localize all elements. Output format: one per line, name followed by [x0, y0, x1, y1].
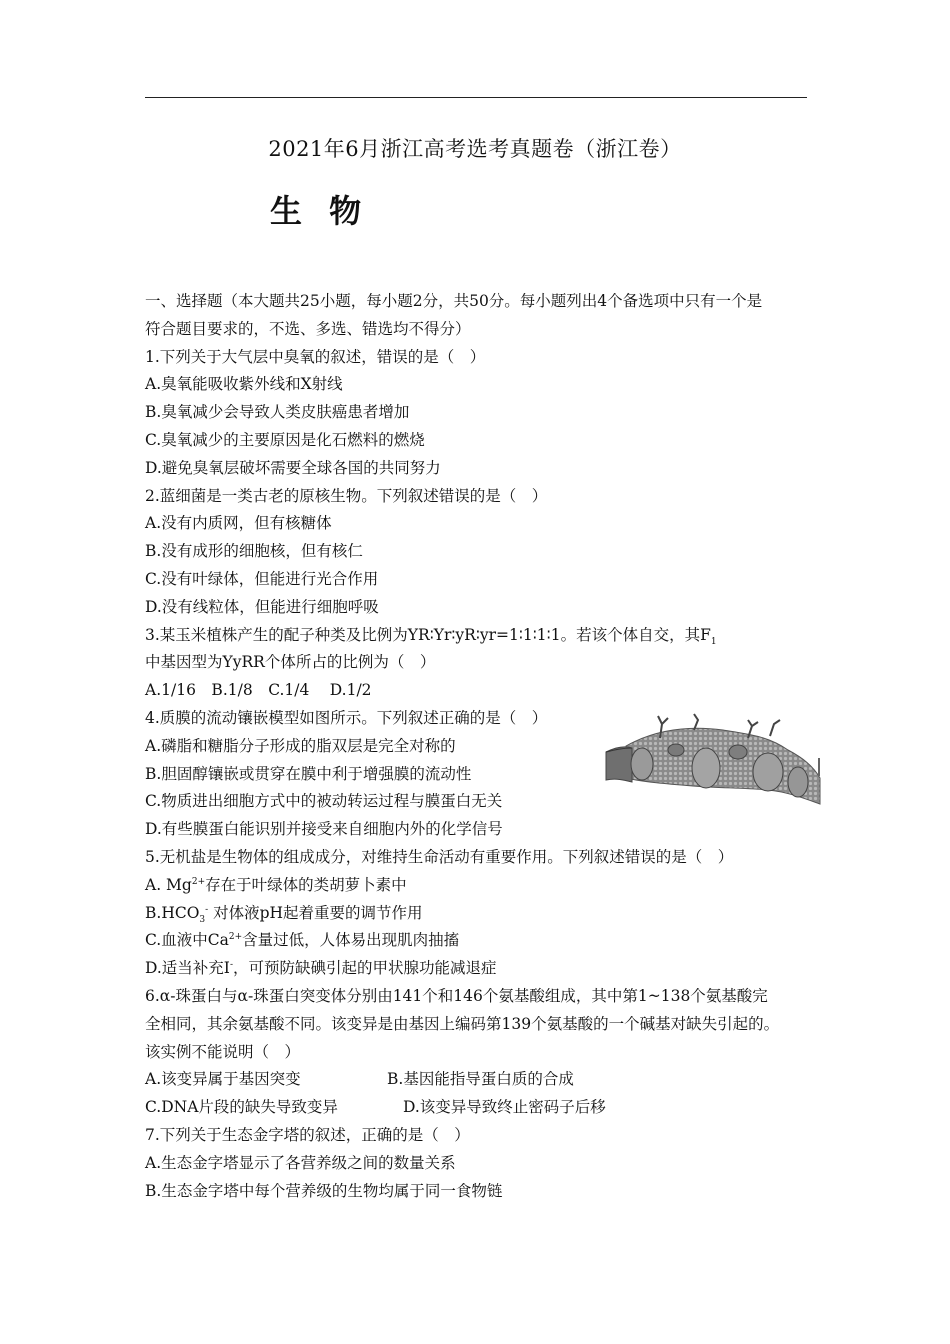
q3-stem [145, 622, 817, 650]
q2-option-d: D.没有线粒体，但能进行细胞呼吸 [145, 597, 379, 616]
q6-stem-end: 该实例不能说明（ ） [145, 1042, 301, 1061]
subject-title: 生 物 [270, 192, 370, 230]
q4-stem: 4.质膜的流动镶嵌模型如图所示。下列叙述正确的是（ ） [145, 708, 548, 727]
q5-a-sup: 2+ [191, 876, 206, 887]
section-intro: 一、选择题（本大题共25小题，每小题2分，共50分。每小题列出4个备选项中只有一个是 [145, 292, 763, 310]
q5-b-text: B.HCO [145, 903, 200, 922]
q5-d-text: D.适当补充I [145, 959, 230, 978]
q4-option-c: C.物质进出细胞方式中的被动转运过程与膜蛋白无关 [145, 792, 503, 811]
q6-stem-cont: 全相同，其余氨基酸不同。该变异是由基因上编码第139个氨基酸的一个碱基对缺失引起的。 [145, 1014, 780, 1033]
q2-option-a: A.没有内质网，但有核糖体 [145, 514, 332, 533]
q5-a-text: A. Mg [145, 875, 192, 894]
q7-option-a: A.生态金字塔显示了各营养级之间的数量关系 [145, 1153, 456, 1172]
q6-options-row-1 [145, 1066, 817, 1094]
q5-b-text-end: 对体液pH起着重要的调节作用 [208, 903, 423, 922]
q6-option-b: B.基因能指导蛋白质的合成 [387, 1070, 574, 1089]
q6-option-d: D.该变异导致终止密码子后移 [403, 1098, 606, 1117]
q5-a-text-end: 存在于叶绿体的类胡萝卜素中 [205, 875, 407, 894]
q5-c-sup: 2+ [228, 932, 243, 943]
q7-stem: 7.下列关于生态金字塔的叙述，正确的是（ ） [145, 1125, 470, 1144]
q4-option-a: A.磷脂和糖脂分子形成的脂双层是完全对称的 [145, 736, 456, 755]
q6-options-row-2 [145, 1094, 817, 1122]
membrane-model-figure [598, 706, 826, 814]
q4-option-b: B.胆固醇镶嵌或贯穿在膜中利于增强膜的流动性 [145, 764, 472, 783]
q5-d-sup: - [229, 959, 233, 970]
q7-option-b: B.生态金字塔中每个营养级的生物均属于同一食物链 [145, 1181, 503, 1200]
q5-b-sub: 3 [199, 914, 206, 925]
q5-option-d [145, 955, 817, 983]
q5-option-a [145, 872, 817, 900]
q5-c-text-end: 含量过低，人体易出现肌肉抽搐 [242, 931, 460, 950]
q5-b-sup: - [205, 904, 209, 915]
q1-option-c: C.臭氧减少的主要原因是化石燃料的燃烧 [145, 430, 425, 449]
q2-option-c: C.没有叶绿体，但能进行光合作用 [145, 569, 379, 588]
q5-option-c [145, 927, 817, 955]
page-title: 2021年6月浙江高考选考真题卷（浙江卷） [268, 137, 682, 161]
q5-c-text: C.血液中Ca [145, 931, 229, 950]
q6-option-a: A.该变异属于基因突变 [145, 1070, 301, 1089]
q4-option-d: D.有些膜蛋白能识别并接受来自细胞内外的化学信号 [145, 820, 503, 839]
q1-option-a: A.臭氧能吸收紫外线和X射线 [145, 375, 343, 394]
q1-stem: 1.下列关于大气层中臭氧的叙述，错误的是（ ） [145, 347, 486, 366]
section-intro-cont: 符合题目要求的，不选、多选、错选均不得分） [145, 319, 471, 338]
q6-stem: 6.α-珠蛋白与α-珠蛋白突变体分别由141个和146个氨基酸组成，其中第1~138个氨基酸完 [145, 986, 768, 1005]
q2-option-b: B.没有成形的细胞核，但有核仁 [145, 542, 363, 561]
q1-option-b: B.臭氧减少会导致人类皮肤癌患者增加 [145, 403, 410, 422]
q3-subscript: 1 [710, 636, 717, 647]
q1-option-d: D.避免臭氧层破坏需要全球各国的共同努力 [145, 458, 441, 477]
q2-stem: 2.蓝细菌是一类古老的原核生物。下列叙述错误的是（ ） [145, 486, 548, 505]
q5-option-b [145, 900, 817, 928]
q5-d-text-end: ，可预防缺碘引起的甲状腺功能减退症 [232, 959, 497, 978]
q6-option-c: C.DNA片段的缺失导致变异 [145, 1098, 338, 1117]
q5-stem: 5.无机盐是生物体的组成成分，对维持生命活动有重要作用。下列叙述错误的是（ ） [145, 847, 734, 866]
header-rule [145, 97, 807, 98]
q3-options: A.1/16 B.1/8 C.1/4 D.1/2 [145, 681, 372, 700]
q3-stem-text: 3.某玉米植株产生的配子种类及比例为YR∶Yr∶yR∶yr=1∶1∶1∶1。若该个体自交，其F [145, 625, 711, 644]
q3-stem-cont: 中基因型为YyRR个体所占的比例为（ ） [145, 653, 436, 672]
